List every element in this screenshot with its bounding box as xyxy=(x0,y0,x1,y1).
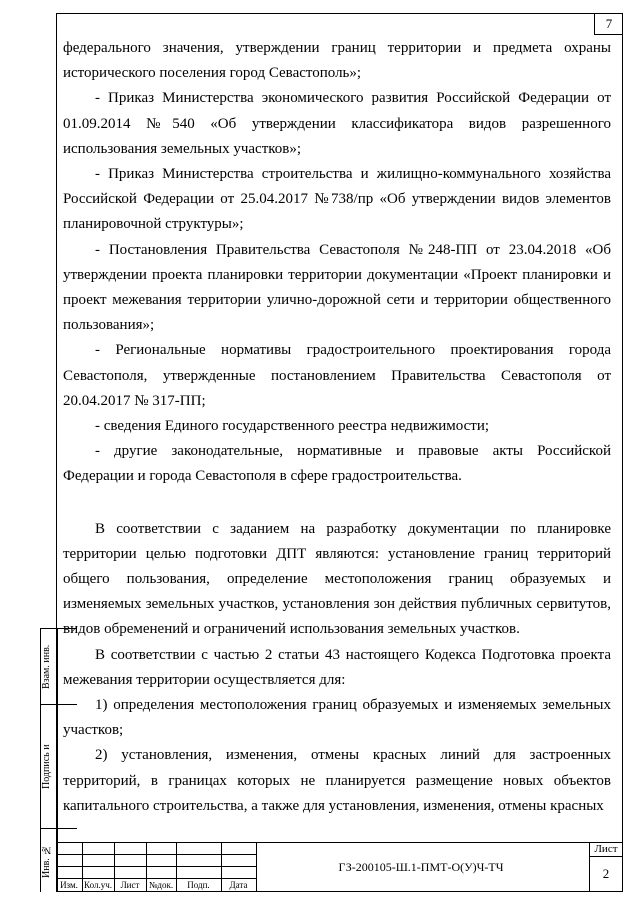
sheet-number: 2 xyxy=(602,866,610,881)
document-body xyxy=(63,36,611,819)
title-block-line xyxy=(56,866,256,867)
tb-header-data: Дата xyxy=(229,880,248,890)
paragraph: - Приказ Министерства строительства и жилищно-коммунального хозяйства Российской Федерации от 25.04.2017 №738/пр «Об утверждении видов элементов планировочной структуры»; xyxy=(63,166,611,233)
document-code: ГЗ-200105-Ш.1-ПМТ-О(У)Ч-ТЧ xyxy=(338,860,504,874)
paragraph: - другие законодательные, нормативные и правовые акты Российской Федерации и города Севастополя в сфере градостроительства. xyxy=(63,443,611,485)
paragraph: В соответствии с заданием на разработку документации по планировке территории целью подготовки ДПТ являются: установление границ территорий общего пользования, определение местоположения границ образуемых и изменяемых земельных участков, установления зон действия публичных сервитутов, видов обременений и ограничений использования земельных участков. xyxy=(63,520,611,638)
tb-header-podp: Подп. xyxy=(187,880,210,890)
stamp-vzam-inv: Взам. инв. xyxy=(41,644,52,690)
tb-header-izm: Изм. xyxy=(60,880,78,890)
side-stamp-line xyxy=(40,828,77,829)
paragraph: - Приказ Министерства экономического развития Российской Федерации от 01.09.2014 №540 «Об утверждении классификатора видов разрешенного использования земельных участков»; xyxy=(63,90,611,157)
side-stamp-line xyxy=(40,704,77,705)
stamp-podpis: Подпись и xyxy=(41,744,52,790)
paragraph: федерального значения, утверждении границ территории и предмета охраны исторического поселения город Севастополь»; xyxy=(63,40,611,82)
paragraph: В соответствии с частью 2 статьи 43 настоящего Кодекса Подготовка проекта межевания территории осуществляется для: xyxy=(63,646,611,688)
paragraph: 2) установления, изменения, отмены красных линий для застроенных территорий, в границах которых не планируется размещение новых объектов капитального строительства, а также для установления, изменения, отмены красных xyxy=(63,747,611,814)
paragraph-gap xyxy=(63,490,611,517)
paragraph: - Региональные нормативы градостроительного проектирования города Севастополя, утвержденные постановлением Правительства Севастополя от 20.04.2017 № 317-ПП; xyxy=(63,342,611,409)
tb-header-kol-uch: Кол.уч. xyxy=(84,880,112,890)
paragraph: - сведения Единого государственного реестра недвижимости; xyxy=(95,418,490,435)
title-block-line xyxy=(56,854,256,855)
tb-header-ndok: №док. xyxy=(148,880,174,890)
side-stamp xyxy=(20,628,58,892)
page-number: 7 xyxy=(594,13,623,35)
title-block xyxy=(56,842,623,892)
tb-header-list: Лист xyxy=(120,880,140,890)
stamp-inv-no: Инв. № xyxy=(41,844,52,878)
side-stamp-line xyxy=(40,628,77,629)
sheet-label: Лист xyxy=(594,843,618,855)
paragraph: 1) определения местоположения границ образуемых и изменяемых земельных участков; xyxy=(63,697,611,739)
paragraph: - Постановления Правительства Севастополя №248-ПП от 23.04.2018 «Об утверждении проекта планировки территории документации «Проект планировки и проект межевания территории улично-дорожной сети и территории общественного пользования»; xyxy=(63,241,611,334)
